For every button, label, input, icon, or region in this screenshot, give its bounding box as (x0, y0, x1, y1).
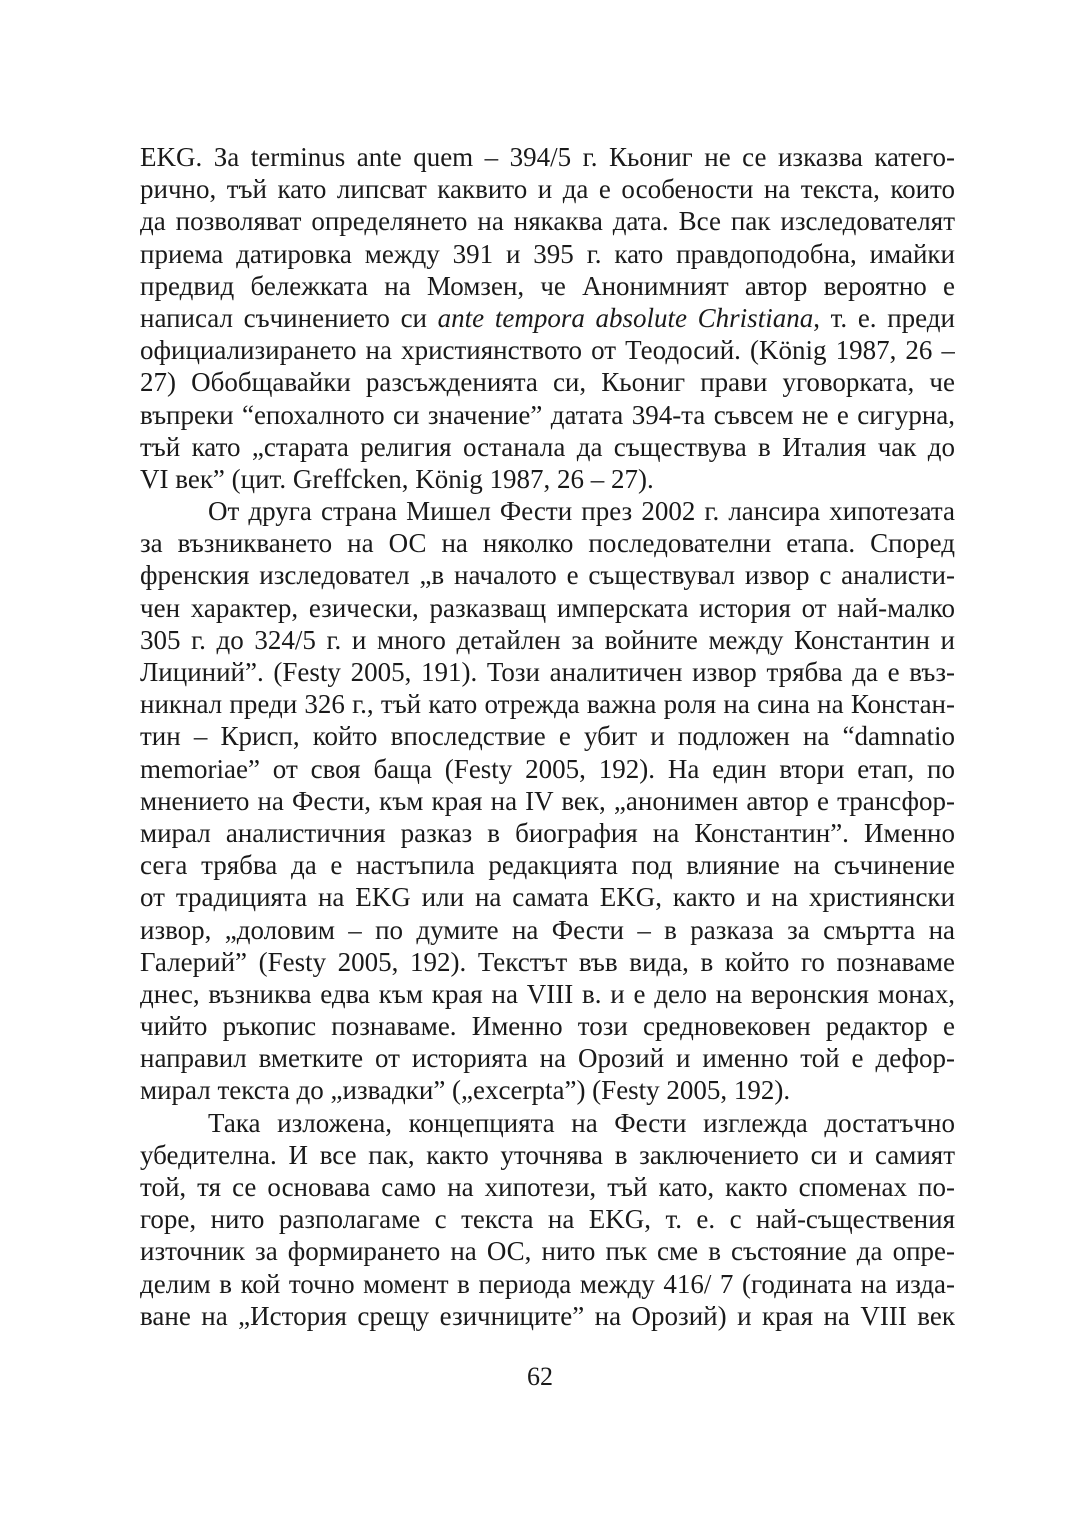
text-line: мнението на Фести, към края на IV век, „анонимен автор е трансфор- (140, 785, 955, 816)
text-line: EKG. За terminus ante quem – 394/5 г. Кьониг не се изказва катего- (140, 142, 955, 172)
text-line: рично, тъй като липсват каквито и да е особености на текста, които (140, 174, 955, 205)
paragraph-konig-dating (140, 141, 955, 495)
paragraph-festy-assessment (140, 1107, 955, 1332)
text-line: делим в кой точно момент в периода между 416/ 7 (годината на изда- (140, 1268, 955, 1299)
text-line: предвид бележката на Момзен, че Анонимният автор вероятно е (140, 270, 955, 301)
text-run: написал съчинението си (140, 302, 438, 333)
text-line: Лициний”. (Festy 2005, 191). Този аналитичен извор трябва да е въз- (140, 657, 955, 687)
text-line: ване на „История срещу езичниците” на Орозий) и края на VIII век (140, 1300, 955, 1331)
text-line: извор, „доловим – по думите на Фести – в разказа за смъртта на (140, 914, 955, 945)
text-line: за възникването на ОС на няколко последователни етапа. Според (140, 528, 955, 559)
page-number: 62 (527, 1362, 553, 1391)
text-line: направил вметките от историята на Орозий и именно той е дефор- (140, 1043, 955, 1074)
text-line: memoriae” от своя баща (Festy 2005, 192). На един втори етап, по (140, 753, 955, 784)
text-line: 305 г. до 324/5 г. и много детайлен за войните между Константин и (140, 624, 955, 655)
text-line: днес, възниква едва към края на VIII в. и е дело на веронския монах, (140, 978, 955, 1009)
text-line: никнал преди 326 г., тъй като отрежда важна роля на сина на Констан- (140, 689, 955, 720)
text-line: той, тя се основава само на хипотези, тъй като, както споменах по- (140, 1172, 955, 1202)
text-line: въпреки “епохалното си значение” датата 394-та съвсем не е сигурна, (140, 399, 955, 430)
text-line: мирал аналистичния разказ в биография на Константин”. Именно (140, 817, 955, 848)
paragraph-festy-hypothesis (140, 495, 955, 1107)
text-run: , т. е. преди (813, 302, 955, 333)
text-line: чен характер, езически, разказващ имперската история от най-малко (140, 592, 955, 623)
text-line: От друга страна Мишел Фести през 2002 г. лансира хипотезата (208, 496, 955, 527)
text-line: Така изложена, концепцията на Фести изглежда достатъчно (208, 1107, 955, 1138)
text-line: тъй като „старата религия останала да съществува в Италия чак до (140, 431, 955, 462)
text-line: френския изследовател „в началото е съществувал извор с аналисти- (140, 560, 955, 591)
text-line: източник за формирането на ОС, нито пък сме в състояние да опре- (140, 1236, 955, 1267)
body-text (140, 141, 955, 1332)
text-line: от традицията на EKG или на самата EKG, както и на християнски (140, 882, 955, 913)
text-line: сега трябва да е настъпила редакцията под влияние на съчинение (140, 850, 955, 881)
text-line: тин – Крисп, който впоследствие е убит и подложен на “damnatio (140, 721, 955, 752)
text-line: горе, нито разполагаме с текста на EKG, т. е. с най-съществения (140, 1204, 955, 1235)
italic-latin-phrase: ante tempora absolute Christiana (437, 302, 814, 333)
text-line: VI век” (цит. Greffcken, König 1987, 26 – 27). (140, 463, 654, 494)
text-line: приема датировка между 391 и 395 г. като правдоподобна, имайки (140, 238, 955, 269)
text-line: чийто ръкопис познаваме. Именно този средновековен редактор е (140, 1011, 955, 1042)
text-line: 27) Обобщавайки разсъжденията си, Кьониг прави уговорката, че (140, 367, 955, 398)
text-line: да позволяват определянето на някаква дата. Все пак изследователят (140, 206, 955, 237)
text-line: официализирането на християнството от Теодосий. (König 1987, 26 – (140, 335, 955, 366)
text-line (140, 302, 955, 334)
text-line: мирал текста до „извадки” („excerpta”) (Festy 2005, 192). (140, 1075, 791, 1106)
text-line: убедителна. И все пак, както уточнява в заключението си и самият (140, 1139, 955, 1170)
text-line: Галерий” (Festy 2005, 192). Текстът във вида, в който го познаваме (140, 946, 955, 977)
